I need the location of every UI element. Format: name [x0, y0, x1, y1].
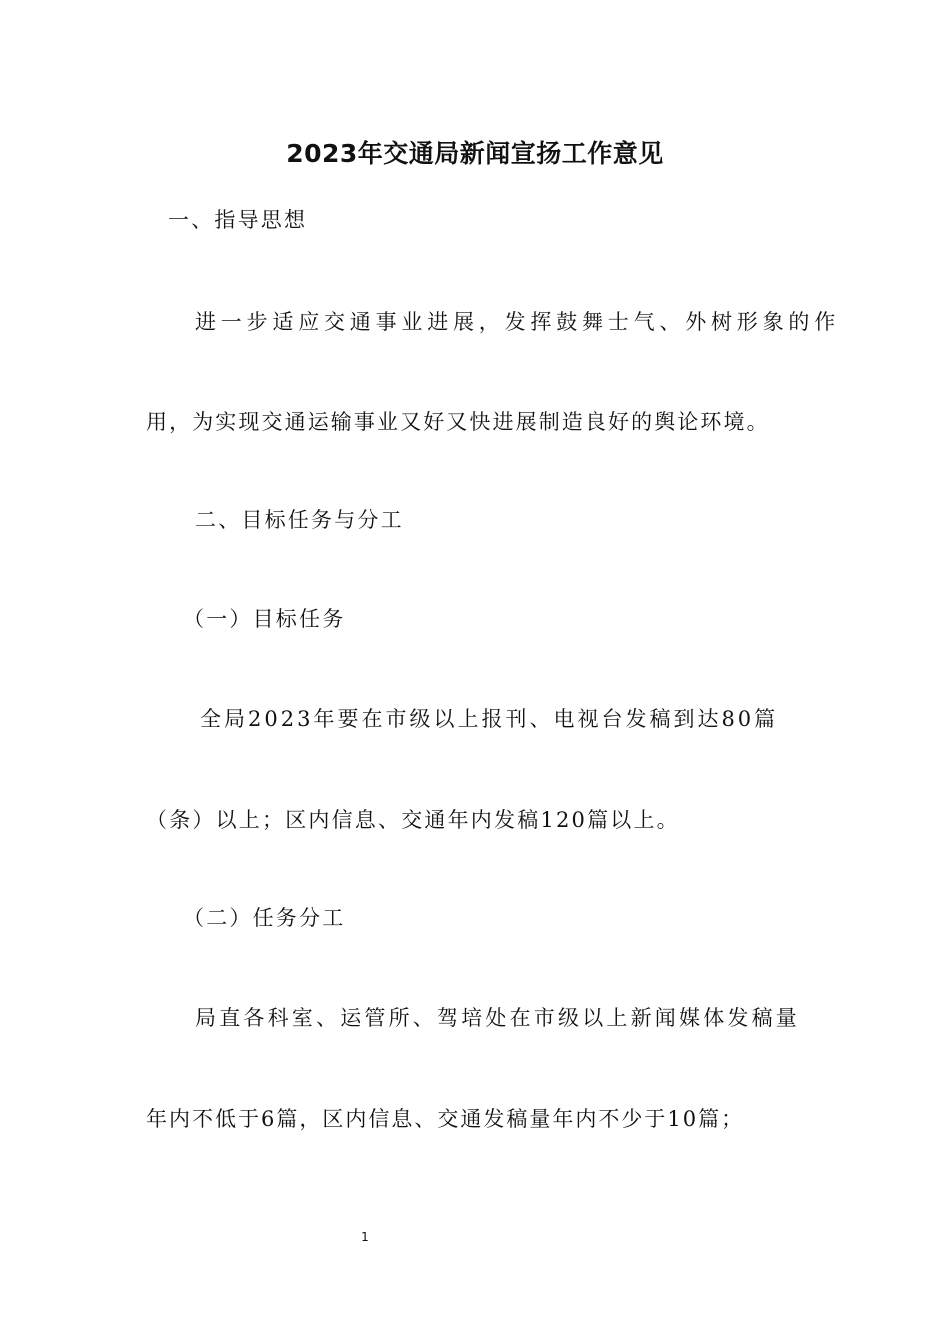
paragraph-line: （条）以上；区内信息、交通年内发稿120篇以上。	[146, 808, 680, 832]
paragraph-line: 进一步适应交通事业进展，发挥鼓舞士气、外树形象的作	[195, 310, 840, 334]
paragraph-line: 用，为实现交通运输事业又好又快进展制造良好的舆论环境。	[146, 410, 770, 434]
section-heading-goals-and-division: 二、目标任务与分工	[195, 508, 404, 532]
paragraph-line: 年内不低于6篇，区内信息、交通发稿量年内不少于10篇；	[146, 1107, 745, 1131]
section-heading-guiding-thought: 一、指导思想	[168, 208, 308, 232]
subheading-task-division: （二）任务分工	[183, 906, 346, 930]
paragraph-line: 局直各科室、运管所、驾培处在市级以上新闻媒体发稿量	[195, 1006, 800, 1030]
paragraph-line: 全局2023年要在市级以上报刊、电视台发稿到达80篇	[200, 707, 779, 731]
page-number: 1	[361, 1230, 369, 1244]
document-title: 2023年交通局新闻宣扬工作意见	[286, 139, 664, 168]
subheading-goal-tasks: （一）目标任务	[183, 607, 346, 631]
